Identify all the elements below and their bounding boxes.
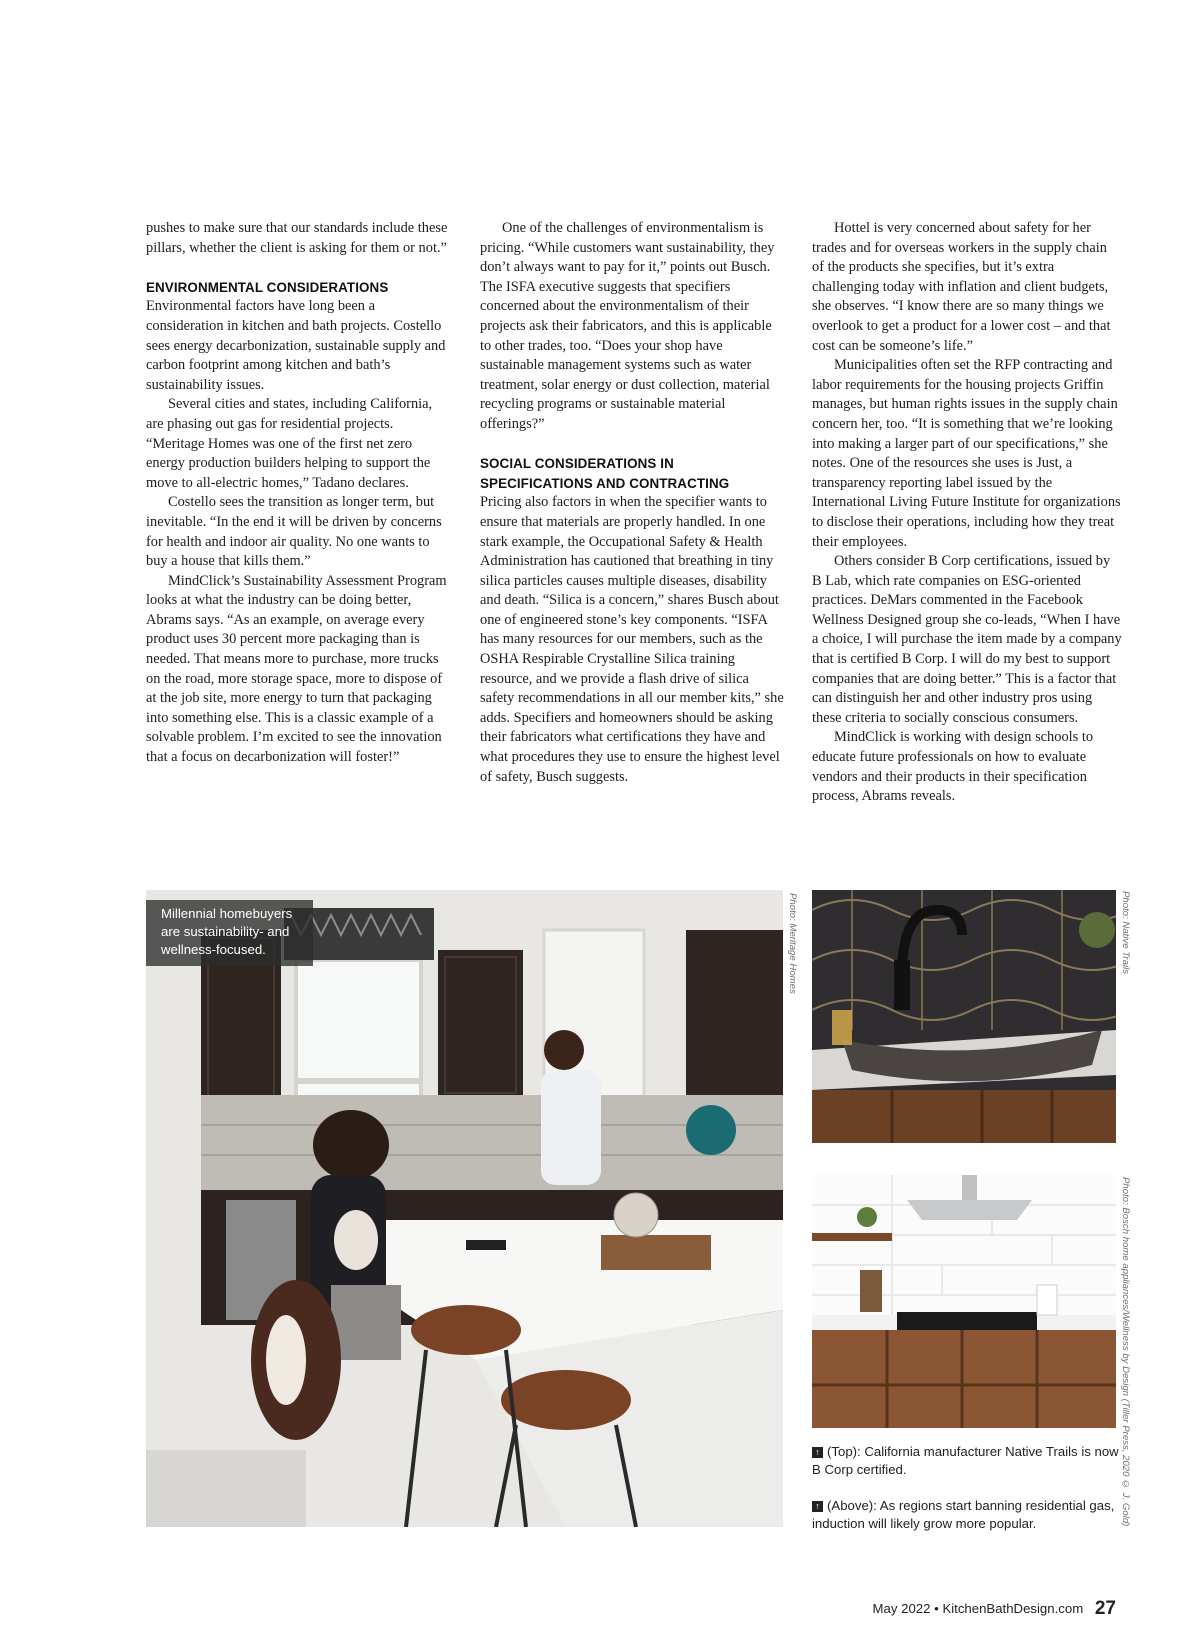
induction-credit-line-2: (Tiller Press, 2020 © J. Gold) bbox=[1120, 1398, 1131, 1527]
caption-top bbox=[812, 1443, 1122, 1479]
page-footer bbox=[873, 1598, 1116, 1620]
caption-above bbox=[812, 1497, 1122, 1533]
footer-bullet: • bbox=[934, 1601, 939, 1616]
sink-photo bbox=[812, 890, 1116, 1143]
sink-illustration bbox=[812, 890, 1116, 1143]
paragraph: Environmental factors have long been a consideration in kitchen and bath projects. Costello sees energy decarbonization, sustainable supply and carbon footprint among kitchen and bath’s sustainability issues. bbox=[146, 298, 446, 393]
section-heading-social: SOCIAL CONSIDERATIONS IN SPECIFICATIONS AND CONTRACTING bbox=[480, 456, 730, 491]
kitchen-photo bbox=[146, 890, 783, 1527]
paragraph: Others consider B Corp certifications, issued by B Lab, which rate companies on ESG-oriented practices. DeMars commented in the Facebook Wellness Designed group she co-leads, “When I have a choice, I will purchase the item made by a company that is certified B Corp. I will do my best to support companies that are doing better.” This is a factor that can distinguish her and other industry pros using these criteria to socially conscious consumers. bbox=[812, 553, 1122, 726]
footer-date: May 2022 bbox=[872, 1601, 931, 1616]
kitchen-photo-credit: Photo: Meritage Homes bbox=[787, 893, 798, 994]
arrow-up-icon: ↑ bbox=[812, 1447, 823, 1458]
article-column-1 bbox=[146, 219, 451, 768]
caption-above-text: (Above): As regions start banning residential gas, induction will likely grow more popular. bbox=[812, 1498, 1115, 1531]
paragraph: Municipalities often set the RFP contracting and labor requirements for the housing projects Griffin manages, but human rights issues in the supply chain concern her, too. “It is something that we’re looking into making a larger part of our specifications,” she notes. One of the resources she uses is Just, a transparency reporting label issued by the International Living Future Institute for organizations to disclose their operations, including how they treat their employees. bbox=[812, 357, 1121, 550]
induction-photo bbox=[812, 1175, 1116, 1428]
article-column-3 bbox=[812, 219, 1122, 807]
section-heading-environmental: ENVIRONMENTAL CONSIDERATIONS bbox=[146, 279, 389, 295]
induction-illustration bbox=[812, 1175, 1116, 1428]
paragraph: One of the challenges of environmentalism is pricing. “While customers want sustainability, they don’t always want to pay for it,” points out Busch. The ISFA executive suggests that specifiers concerned about the environmentalism of their projects ask their fabricators, and this is applicable to other trades, too. “Does your shop have sustainable management systems such as water treatment, solar energy or dust collection, material recycling programs or sustainable material offerings?” bbox=[480, 220, 775, 432]
paragraph: Costello sees the transition as longer term, but inevitable. “In the end it will be driven by concerns for health and indoor air quality. No one wants to buy a house that kills them.” bbox=[146, 494, 442, 570]
paragraph: pushes to make sure that our standards include these pillars, whether the client is asking for them or not.” bbox=[146, 220, 448, 256]
article-column-2 bbox=[480, 219, 786, 787]
kitchen-illustration bbox=[146, 890, 783, 1527]
paragraph: MindClick is working with design schools to educate future professionals on how to evaluate vendors and their products in their specification process, Abrams reveals. bbox=[812, 729, 1094, 805]
page-number: 27 bbox=[1094, 1598, 1116, 1619]
footer-site: KitchenBathDesign.com bbox=[942, 1601, 1084, 1616]
paragraph: Several cities and states, including California, are phasing out gas for residential projects. “Meritage Homes was one of the first net zero energy production builders helping to support the move to all-electric homes,” Tadano declares. bbox=[146, 396, 433, 491]
kitchen-photo-caption: Millennial homebuyers are sustainability- and wellness-focused. bbox=[146, 900, 313, 966]
paragraph: MindClick’s Sustainability Assessment Program looks at what the industry can be doing better, Abrams says. “As an example, on average every product uses 30 percent more packaging than is needed. That means more to purchase, more trucks on the road, more storage space, more to dispose of at the job site, more energy to turn that packaging into something else. This is a classic example of a solvable problem. I’m excited to see the innovation that a focus on decarbonization will foster!” bbox=[146, 572, 447, 766]
arrow-up-icon: ↑ bbox=[812, 1501, 823, 1512]
sink-photo-credit: Photo: Native Trails bbox=[1120, 891, 1131, 974]
caption-top-text: (Top): California manufacturer Native Trails is now B Corp certified. bbox=[812, 1444, 1119, 1477]
paragraph: Pricing also factors in when the specifier wants to ensure that materials are properly handled. In one stark example, the Occupational Safety & Health Administration has cautioned that breathing in tiny silica particles causes multiple diseases, disability and death. “Silica is a concern,” shares Busch about one of engineered stone’s key components. “ISFA has many resources for our members, such as the OSHA Respirable Crystalline Silica training resource, and we provide a flash drive of silica safety recommendations in all our member kits,” she adds. Specifiers and homeowners should be asking their fabricators what certifications they have and what procedures they use to ensure the highest level of safety, Busch suggests. bbox=[480, 494, 784, 785]
induction-credit-line-1: Photo: Bosch home appliances/Wellness by Design bbox=[1120, 1177, 1131, 1397]
paragraph: Hottel is very concerned about safety for her trades and for overseas workers in the supply chain of the products she specifies, but it’s extra challenging today with inflation and client budgets, she observes. “I know there are so many things we overlook to get a product for a lower cost – and that cost can be someone’s life.” bbox=[812, 220, 1111, 354]
